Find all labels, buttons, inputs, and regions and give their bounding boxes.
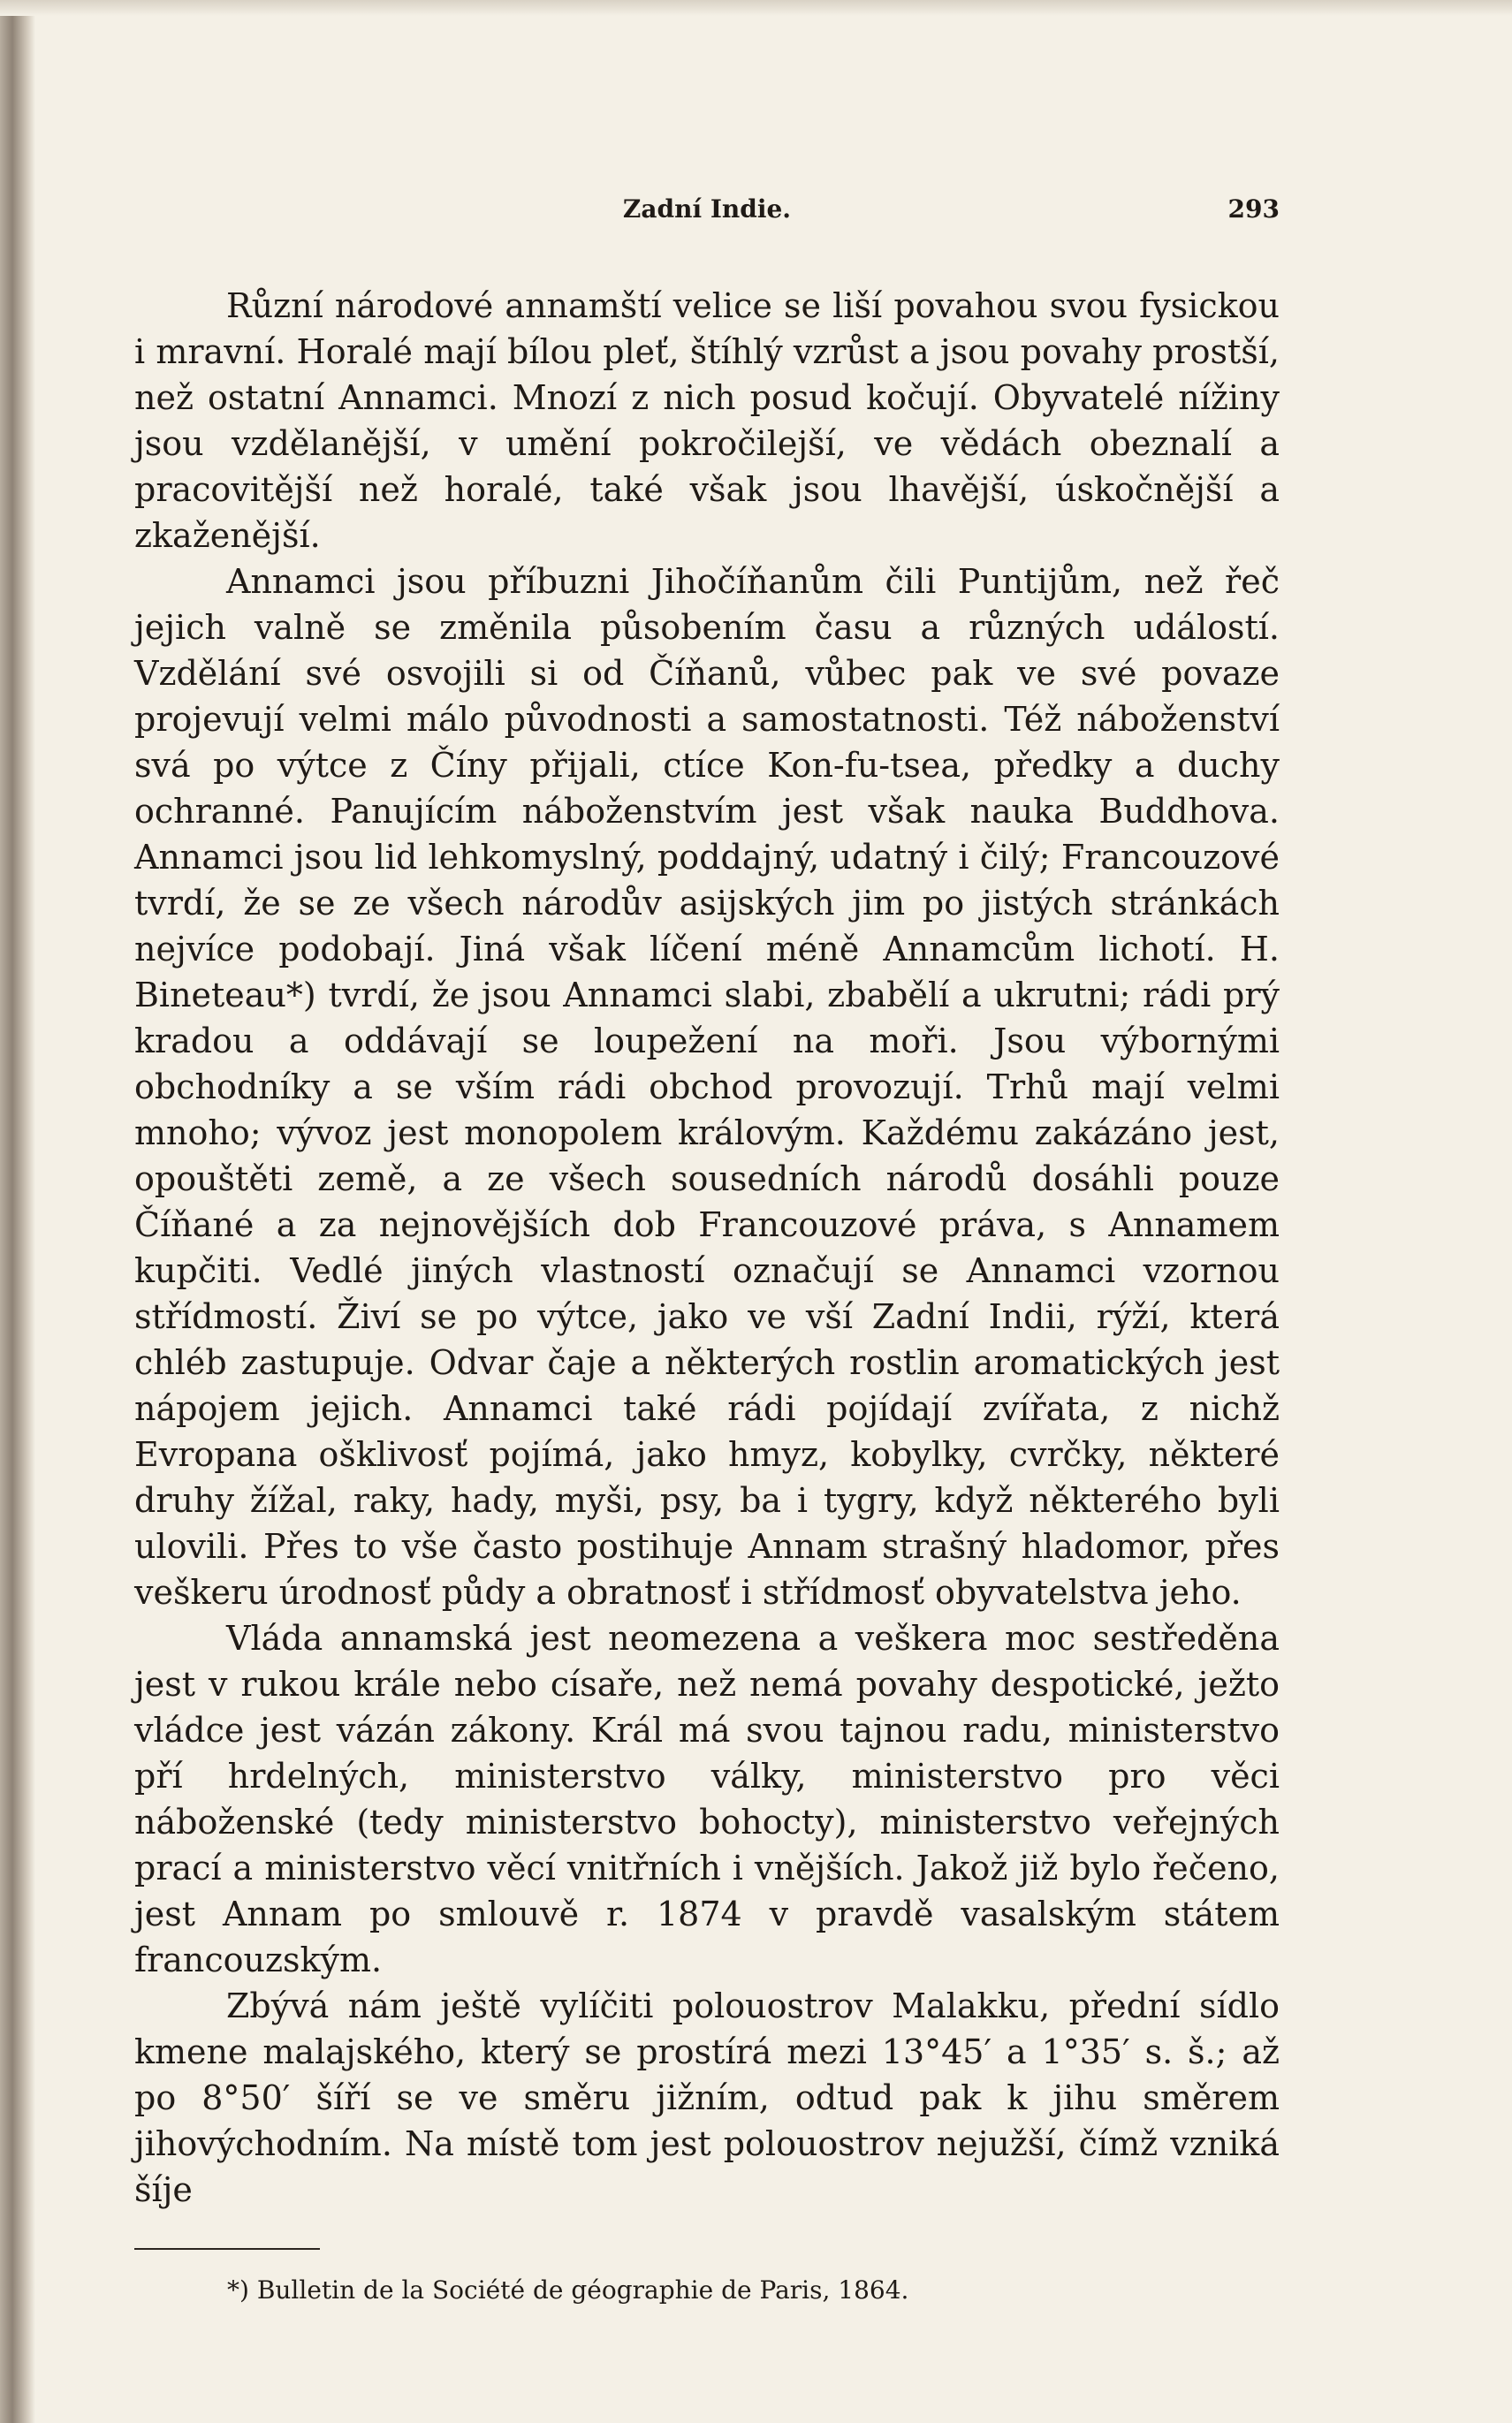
paragraph-government: Vláda annamská jest neomezena a veškera moc sestředěna jest v rukou krále nebo císaře, než nemá povahy despotické, ježto vládce jest vázán zákony. Král má svou tajnou radu, ministerstvo pří hrdelných, ministerstvo války, ministerstvo pro věci náboženské (tedy ministerstvo bohocty), ministerstvo veřejných prací a ministerstvo věcí vnitřních i vnějších. Jakož již bylo řečeno, jest Annam po smlouvě r. 1874 v pravdě vasalským státem francouzským. [134,1619,1280,1979]
paragraph-physical-character: Různí národové annamští velice se liší povahou svou fysickou i mravní. Horalé mají bílou pleť, štíhlý vzrůst a jsou povahy prostší, než ostatní Annamci. Mnozí z nich posud kočují. Obyvatelé nížiny jsou vzdělanější, v umění pokročilejší, ve vědách obeznalí a pracovitější než horalé, také však jsou lhavější, úskočnější a zkaženější. [134,286,1280,555]
paragraph-malacca: Zbývá nám ještě vylíčiti polouostrov Malakku, přední sídlo kmene malajského, který se prostírá mezi 13°45′ a 1°35′ s. š.; až po 8°50′ šíří se ve směru jižním, odtud pak k jihu směrem jihovýchodním. Na místě tom jest polouostrov nejužší, čímž vzniká šíje [134,1986,1280,2209]
book-page [134,177,1280,2306]
footnote: *) Bulletin de la Société de géographie de Paris, 1864. [227,2275,909,2305]
body-text [134,283,1280,2213]
page-top-edge [0,0,1512,16]
page-number: 293 [1227,194,1280,224]
footnote-divider [134,2248,320,2250]
running-title: Zadní Indie. [622,194,792,224]
book-spine-shadow [0,0,35,2423]
paragraph-culture-customs: Annamci jsou příbuzni Jihočíňanům čili Puntijům, než řeč jejich valně se změnila působením času a různých událostí. Vzdělání své osvojili si od Číňanů, vůbec pak ve své povaze projevují velmi málo původnosti a samostatnosti. Též náboženství svá po výtce z Číny přijali, ctíce Kon-fu-tsea, předky a duchy ochranné. Panujícím náboženstvím jest však nauka Buddhova. Annamci jsou lid lehkomyslný, poddajný, udatný i čilý; Francouzové tvrdí, že se ze všech národův asijských jim po jistých stránkách nejvíce podobají. Jiná však líčení méně Annamcům lichotí. H. Bineteau*) tvrdí, že jsou Annamci slabi, zbabělí a ukrutni; rádi prý kradou a oddávají se loupežení na moři. Jsou výbornými obchodníky a se vším rádi obchod provozují. Trhů mají velmi mnoho; vývoz jest monopolem královým. Každému zakázáno jest, opouštěti země, a ze všech sousedních národů dosáhli pouze Číňané a za nejnovějších dob Francouzové práva, s Annamem kupčiti. Vedlé jiných vlastností označují se Annamci vzornou střídmostí. Živí se po výtce, jako ve vší Zadní Indii, rýží, která chléb zastupuje. Odvar čaje a některých rostlin aromatických jest nápojem jejich. Annamci také rádi pojídají zvířata, z nichž Evropana ošklivosť pojímá, jako hmyz, kobylky, cvrčky, některé druhy žížal, raky, hady, myši, psy, ba i tygry, když některého byli ulovili. Přes to vše často postihuje Annam strašný hladomor, přes veškeru úrodnosť půdy a obratnosť i střídmosť obyvatelstva jeho. [134,562,1280,1612]
running-header [134,177,1280,239]
